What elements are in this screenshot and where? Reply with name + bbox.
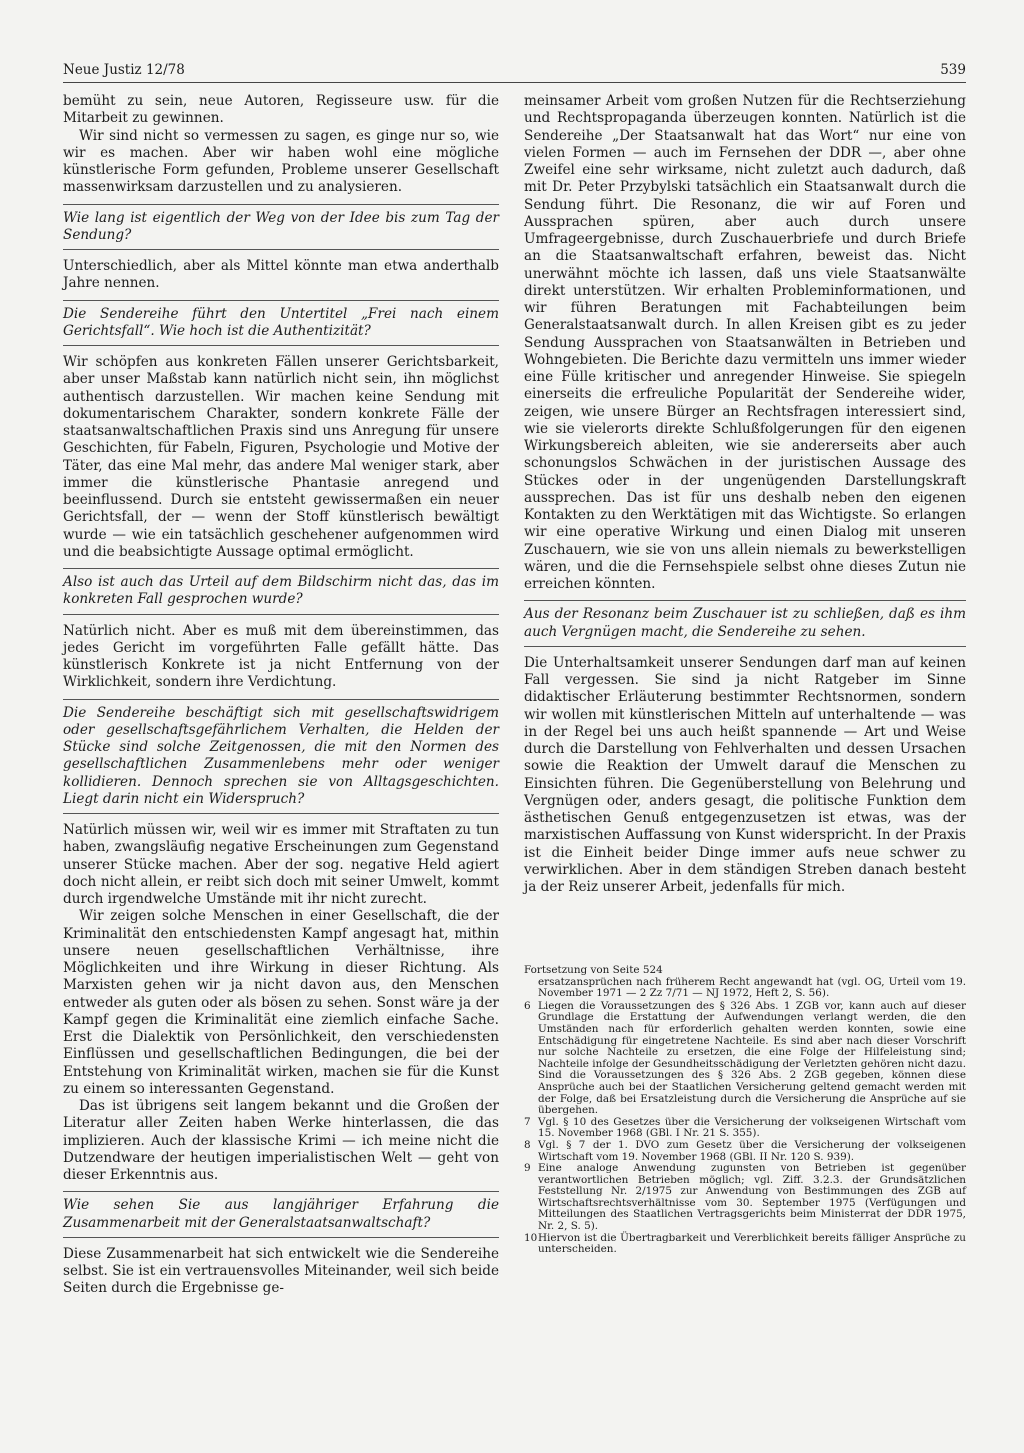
answer: Diese Zusammenarbeit hat sich entwickelt wie die Sendereihe selbst. Sie ist ein vertrauensvolles Miteinander, weil sich beide Seiten durch die Ergebnisse ge-: [63, 1245, 499, 1297]
interview-question: Die Sendereihe führt den Untertitel „Frei nach einem Gerichtsfall“. Wie hoch ist die Authentizität?: [63, 300, 499, 347]
answer: Natürlich müssen wir, weil wir es immer mit Straftaten zu tun haben, zwangsläufig negative Erscheinungen zum Gegenstand unserer Stücke machen. Aber der sog. negative Held agiert doch nicht allein, er reibt sich doch mit seiner Umwelt, kommt durch irgendwelche Umstände mit ihr nicht zurecht.: [63, 822, 499, 907]
footnote-number: 9: [524, 1162, 531, 1175]
footnote: [524, 1001, 966, 1117]
answer: Natürlich nicht. Aber es muß mit dem übereinstimmen, das jedes Gericht im vorgeführten Falle gefällt hätte. Das künstlerisch Konkrete ist ja nicht Entfernung von der Wirklichkeit, sondern ihre Verdichtung.: [63, 622, 499, 691]
footnote-text: ersatzansprüchen nach früherem Recht angewandt hat (vgl. OG, Urteil vom 19. November 1971 — 2 Zz 7/71 — NJ 1972, Heft 2, S. 56).: [538, 975, 966, 1000]
answer: Das ist übrigens seit langem bekannt und die Großen der Literatur aller Zeiten haben Werke hinterlassen, die das implizieren. Auch der klassische Krimi — ich meine nicht die Dutzendware der heutigen imperialistischen Welt — geht von dieser Erkenntnis aus.: [63, 1098, 499, 1183]
footnote-text: Vgl. § 7 der 1. DVO zum Gesetz über die Versicherung der volkseigenen Wirtschaft vom 19. November 1968 (GBl. II Nr. 120 S. 939).: [538, 1138, 966, 1163]
interview-question: Die Sendereihe beschäftigt sich mit gesellschaftswidrigem oder gesellschaftsgefährlichem Verhalten, die Helden der Stücke sind solche Zeitgenossen, die mit den Normen des gesellschaftlichen Zusammenlebens mehr oder weniger kollidieren. Dennoch sprechen sie von Alltagsgeschichten. Liegt darin nicht ein Widerspruch?: [63, 699, 499, 815]
interview-question: Wie lang ist eigentlich der Weg von der Idee bis zum Tag der Sendung?: [63, 204, 499, 251]
footnote-continuation: [524, 977, 966, 1000]
footnote-number: 6: [524, 999, 531, 1012]
paragraph: meinsamer Arbeit vom großen Nutzen für die Rechtserziehung und Rechtspropaganda überzeugen konnten. Natürlich ist die Sendereihe „Der Staatsanwalt hat das Wort“ nur eine von vielen Formen — auch im Fernsehen der DDR —, aber ohne Zweifel eine sehr wirksame, nicht zuletzt auch dadurch, daß mit Dr. Peter Przybylski tatsächlich ein Staatsanwalt durch die Sendung führt. Die Resonanz, die wir auf Foren und Aussprachen spüren, aber auch durch unsere Umfrageergebnisse, durch Zuschauerbriefe und durch Briefe an die Staatsanwaltschaft erfahren, beweist das. Nicht unerwähnt möchte ich lassen, daß uns viele Staatsanwälte direkt unterstützen. Wir erhalten Probleminformationen, und wir führen Beratungen mit Fachabteilungen beim Generalstaatsanwalt durch. In allen Kreisen gibt es zu jeder Sendung Aussprachen von Staatsanwälten in Betrieben und Wohngebieten. Die Berichte dazu vermitteln uns immer wieder eine Fülle kritischer und anregender Hinweise. Sie spiegeln einerseits die erfreuliche Popularität der Sendereihe wider, zeigen, wie unsere Bürger an Rechtsfragen interessiert sind, wie sie vielerorts direkte Schlußfolgerungen für den eigenen Wirkungsbereich ableiten, wie sie andererseits aber auch schonungslos Schwächen in der juristischen Aussage des Stückes oder in der ungenügenden Darstellungskraft aussprechen. Das ist für uns deshalb neben den eigenen Kontakten zu den Werktätigen mit das Wichtigste. So erlangen wir eine operative Wirkung und einen Dialog mit unseren Zuschauern, wie sie von uns allein niemals zu bewerkstelligen wären, und die die Fernsehspiele selbst ohne dieses Zutun nie erreichen könnten.: [524, 93, 966, 592]
answer: Wir schöpfen aus konkreten Fällen unserer Gerichtsbarkeit, aber unser Maßstab kann natürlich nicht sein, ihn möglichst authentisch darzustellen. Wir machen keine Sendung mit dokumentarischem Charakter, sondern konkrete Fälle der staatsanwaltschaftlichen Praxis sind uns Anregung für unsere Geschichten, für Fabeln, Figuren, Psychologie und Motive der Täter, das eine Mal mehr, das andere Mal weniger stark, aber immer die künstlerische Phantasie anregend und beeinflussend. Durch sie entsteht gewissermaßen ein neuer Gerichtsfall, der — wenn der Stoff künstlerisch bewältigt wurde — wie ein tatsächlich geschehener aufgenommen wird und die beabsichtigte Aussage optimal ermöglicht.: [63, 354, 499, 560]
footnote-number: 10: [524, 1231, 538, 1244]
interview-question: Also ist auch das Urteil auf dem Bildschirm nicht das, das im konkreten Fall gesprochen wurde?: [63, 568, 499, 615]
journal-title: Neue Justiz 12/78: [63, 62, 185, 78]
footnote-number: 8: [524, 1138, 531, 1151]
footnote: [524, 1163, 966, 1233]
footnote: [524, 1140, 966, 1163]
footnote-continuation-label: Fortsetzung von Seite 524: [524, 964, 663, 976]
footnote-number: 7: [524, 1115, 531, 1128]
answer: Die Unterhaltsamkeit unserer Sendungen darf man auf keinen Fall vergessen. Sie sind ja nicht Ratgeber im Sinne didaktischer Erläuterung bestimmter Rechtsnormen, sondern wir wollen mit künstlerischen Mitteln auf unterhaltende — was in der Regel bei uns auch heißt spannende — Art und Weise durch die Darstellung von Fehlverhalten und dessen Ursachen sowie die Reaktion der Umwelt darauf die Menschen zu Einsichten führen. Die Gegenüberstellung von Belehrung und Vergnügen oder, anders gesagt, die politische Funktion dem ästhetischen Genuß entgegenzusetzen ist etwas, was der marxistischen Auffassung von Kunst widerspricht. In der Praxis ist die Einheit beider Dinge immer aufs neue schwer zu verwirklichen. Aber in dem ständigen Streben danach besteht ja der Reiz unserer Arbeit, jedenfalls für mich.: [524, 654, 966, 895]
footnote-text: Eine analoge Anwendung zugunsten von Betrieben ist gegenüber verantwortlichen Betrieben möglich; vgl. Ziff. 3.2.3. der Grundsätzlichen Feststellung Nr. 2/1975 zur Anwendung von Bestimmungen des ZGB auf Wirtschaftsrechtsverhältnisse vom 30. September 1975 (Verfügungen und Mitteilungen des Staatlichen Vertragsgerichts beim Ministerrat der DDR 1975, Nr. 2, S. 5).: [538, 1162, 966, 1233]
left-column: [63, 93, 499, 1298]
interview-question: Aus der Resonanz beim Zuschauer ist zu schließen, daß es ihm auch Vergnügen macht, die Sendereihe zu sehen.: [524, 600, 966, 647]
page-number: 539: [940, 62, 966, 78]
footnotes: [524, 965, 966, 1256]
answer: Unterschiedlich, aber als Mittel könnte man etwa anderthalb Jahre nennen.: [63, 258, 499, 292]
footnote: [524, 1233, 966, 1256]
footnote-text: Vgl. § 10 des Gesetzes über die Versicherung der volkseigenen Wirtschaft vom 15. November 1968 (GBl. I Nr. 21 S. 355).: [538, 1115, 966, 1140]
running-header: [63, 62, 966, 83]
interview-question: Wie sehen Sie aus langjähriger Erfahrung die Zusammenarbeit mit der Generalstaatsanwaltschaft?: [63, 1191, 499, 1238]
right-column: [524, 93, 966, 896]
footnote-text: Hiervon ist die Übertragbarkeit und Vererblichkeit bereits fälliger Ansprüche zu unterscheiden.: [538, 1231, 966, 1256]
paragraph: bemüht zu sein, neue Autoren, Regisseure usw. für die Mitarbeit zu gewinnen.: [63, 93, 499, 127]
paragraph: Wir sind nicht so vermessen zu sagen, es ginge nur so, wie wir es machen. Aber wir haben wohl eine mögliche künstlerische Form gefunden, Probleme unserer Gesellschaft massenwirksam darzustellen und zu analysieren.: [63, 127, 499, 196]
answer: Wir zeigen solche Menschen in einer Gesellschaft, die der Kriminalität den entschiedensten Kampf angesagt hat, mithin unsere neuen gesellschaftlichen Verhältnisse, ihre Möglichkeiten und ihre Wirkung in dieser Richtung. Als Marxisten gehen wir ja nicht davon aus, den Menschen entweder als guten oder als bösen zu sehen. Sonst wäre ja der Kampf gegen die Kriminalität eine ziemlich einfache Sache. Erst die Dialektik von Persönlichkeit, den verschiedensten Einflüssen und gesellschaftlichen Bedingungen, die bei der Entstehung von Kriminalität wirken, machen sie für die Kunst zu einem so interessanten Gegenstand.: [63, 908, 499, 1097]
footnote: [524, 1117, 966, 1140]
footnote-text: Liegen die Voraussetzungen des § 326 Abs. 1 ZGB vor, kann auch auf dieser Grundlage die Erstattung der Aufwendungen verlangt werden, die den Umständen nach für erforderlich gehalten werden konnten, sowie eine Entschädigung für eingetretene Nachteile. Es sind aber nach dieser Vorschrift nur solche Nachteile zu ersetzen, die eine Folge der Hilfeleistung sind; Nachteile infolge der Gesundheitsschädigung der Verletzten gehören nicht dazu. Sind die Voraussetzungen des § 326 Abs. 2 ZGB gegeben, können diese Ansprüche auch bei der Staatlichen Versicherung geltend gemacht werden mit der Folge, daß bei Ersatzleistung durch die Versicherung die Ansprüche auf sie übergehen.: [538, 999, 966, 1117]
